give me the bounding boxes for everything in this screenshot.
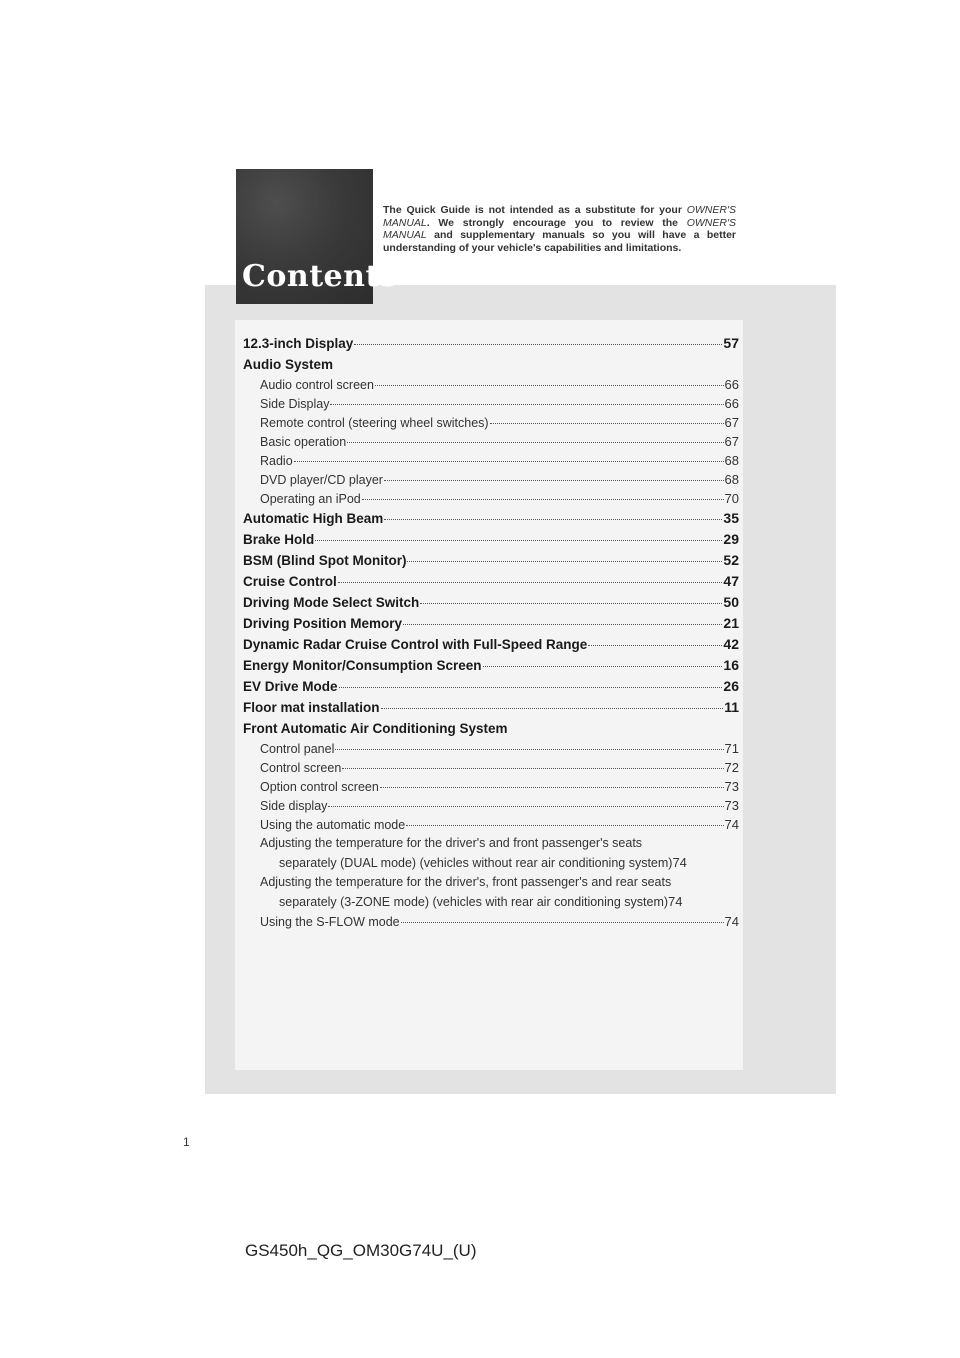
toc-entry-label: Radio [260, 454, 293, 468]
toc-entry-control-panel[interactable] [243, 739, 739, 758]
toc-entry-label: Dynamic Radar Cruise Control with Full-Speed Range [243, 637, 588, 652]
toc-heading-audio-system [243, 354, 739, 375]
table-of-contents [243, 333, 739, 931]
dot-leader [342, 768, 723, 769]
toc-entry-option-control-screen[interactable] [243, 777, 739, 796]
toc-entry-operating-ipod[interactable] [243, 489, 739, 508]
toc-entry-automatic-mode[interactable] [243, 815, 739, 834]
contents-title-tile [236, 169, 398, 304]
dot-leader [490, 423, 724, 424]
toc-entry-label: Adjusting the temperature for the driver's and front passenger's seats [260, 836, 643, 850]
dot-leader [588, 645, 722, 646]
document-code: GS450h_QG_OM30G74U_(U) [245, 1241, 477, 1260]
toc-entry-bsm[interactable] [243, 550, 739, 571]
toc-entry-page: 74 [672, 855, 687, 870]
toc-entry-label: Remote control (steering wheel switches) [260, 416, 489, 430]
toc-entry-dynamic-radar-cruise[interactable] [243, 634, 739, 655]
toc-entry-label: Control panel [260, 742, 335, 756]
toc-entry-label: EV Drive Mode [243, 679, 338, 694]
toc-entry-label: Floor mat installation [243, 700, 380, 715]
toc-entry-page: 73 [724, 779, 739, 794]
toc-entry-page: 16 [723, 657, 739, 673]
dot-leader [354, 344, 722, 345]
dot-leader [407, 561, 722, 562]
toc-entry-page: 67 [724, 434, 739, 449]
toc-entry-remote-control[interactable] [243, 413, 739, 432]
toc-entry-page: 21 [723, 615, 739, 631]
dot-leader [375, 385, 724, 386]
toc-entry-page: 42 [723, 636, 739, 652]
toc-entry-label: Audio control screen [260, 378, 374, 392]
toc-entry-control-screen[interactable] [243, 758, 739, 777]
toc-entry-page: 67 [724, 415, 739, 430]
toc-entry-energy-monitor[interactable] [243, 655, 739, 676]
dot-leader [401, 922, 724, 923]
toc-entry-s-flow-mode[interactable] [243, 912, 739, 931]
page-number: 1 [183, 1135, 190, 1149]
toc-heading-front-ac [243, 718, 739, 739]
toc-entry-automatic-high-beam[interactable] [243, 508, 739, 529]
toc-entry-dvd-cd-player[interactable] [243, 470, 739, 489]
toc-entry-label: Operating an iPod [260, 492, 361, 506]
toc-entry-label: DVD player/CD player [260, 473, 383, 487]
toc-entry-side-display[interactable] [243, 394, 739, 413]
toc-entry-page: 47 [723, 573, 739, 589]
toc-entry-page: 74 [668, 894, 683, 909]
dot-leader [384, 480, 724, 481]
toc-entry-label: Option control screen [260, 780, 379, 794]
contents-title: Contents [242, 259, 398, 294]
toc-entry-label: Basic operation [260, 435, 347, 449]
toc-entry-label: 12.3-inch Display [243, 336, 354, 351]
toc-entry-label: Cruise Control [243, 574, 337, 589]
toc-heading-label: Audio System [243, 357, 334, 372]
dot-leader [339, 687, 723, 688]
toc-entry-label: Side Display [260, 397, 330, 411]
toc-entry-page: 35 [723, 510, 739, 526]
toc-entry-page: 72 [724, 760, 739, 775]
toc-entry-page: 11 [724, 699, 739, 715]
toc-entry-brake-hold[interactable] [243, 529, 739, 550]
toc-entry-page: 68 [724, 453, 739, 468]
toc-entry-3-zone-mode[interactable] [243, 873, 739, 912]
dot-leader [406, 825, 723, 826]
toc-entry-page: 66 [724, 377, 739, 392]
disclaimer-part-2: . We strongly encourage you to review the [426, 216, 687, 229]
toc-entry-page: 57 [723, 335, 739, 351]
toc-entry-label: Control screen [260, 761, 342, 775]
toc-entry-12-3-inch-display[interactable] [243, 333, 739, 354]
toc-entry-page: 73 [724, 798, 739, 813]
toc-entry-page: 52 [723, 552, 739, 568]
toc-entry-page: 26 [723, 678, 739, 694]
toc-entry-label: Using the automatic mode [260, 818, 406, 832]
toc-entry-page: 29 [723, 531, 739, 547]
dot-leader [420, 603, 722, 604]
toc-entry-page: 50 [723, 594, 739, 610]
disclaimer-text [383, 204, 736, 254]
toc-entry-basic-operation[interactable] [243, 432, 739, 451]
dot-leader [384, 519, 722, 520]
toc-entry-audio-control-screen[interactable] [243, 375, 739, 394]
owners-manual-ref-1: OWNER'S MANUAL [383, 204, 736, 229]
dot-leader [330, 404, 723, 405]
dot-leader [403, 624, 722, 625]
dot-leader [381, 708, 724, 709]
toc-entry-page: 68 [724, 472, 739, 487]
toc-entry-label: Adjusting the temperature for the driver's, front passenger's and rear seats [260, 875, 672, 889]
dot-leader [338, 582, 723, 583]
toc-entry-dual-mode[interactable] [243, 834, 739, 873]
toc-entry-page: 66 [724, 396, 739, 411]
toc-entry-radio[interactable] [243, 451, 739, 470]
toc-entry-driving-mode-select[interactable] [243, 592, 739, 613]
toc-entry-page: 70 [724, 491, 739, 506]
toc-entry-label: Driving Mode Select Switch [243, 595, 420, 610]
toc-entry-cruise-control[interactable] [243, 571, 739, 592]
toc-entry-label: Brake Hold [243, 532, 315, 547]
dot-leader [347, 442, 723, 443]
toc-heading-label: Front Automatic Air Conditioning System [243, 721, 508, 736]
toc-entry-ev-drive-mode[interactable] [243, 676, 739, 697]
toc-entry-page: 71 [724, 741, 739, 756]
toc-entry-label-continued: separately (DUAL mode) (vehicles without rear air conditioning system) [279, 856, 673, 870]
owners-manual-ref-2: OWNER'S MANUAL [383, 216, 736, 242]
toc-entry-label: Driving Position Memory [243, 616, 403, 631]
disclaimer-part-1: The Quick Guide is not intended as a substitute for your [383, 204, 687, 216]
dot-leader [294, 461, 724, 462]
toc-entry-driving-position-memory[interactable] [243, 613, 739, 634]
toc-entry-page: 74 [724, 914, 739, 929]
toc-entry-label: Automatic High Beam [243, 511, 384, 526]
toc-entry-ac-side-display[interactable] [243, 796, 739, 815]
dot-leader [380, 787, 724, 788]
disclaimer-part-3: and supplementary manuals so you will have a better understanding of your vehicle's capabilities and limitations. [383, 229, 736, 254]
toc-entry-label: BSM (Blind Spot Monitor) [243, 553, 407, 568]
toc-entry-label: Using the S-FLOW mode [260, 915, 400, 929]
toc-entry-label: Side display [260, 799, 328, 813]
dot-leader [483, 666, 723, 667]
toc-entry-floor-mat[interactable] [243, 697, 739, 718]
dot-leader [335, 749, 723, 750]
toc-entry-label: Energy Monitor/Consumption Screen [243, 658, 482, 673]
dot-leader [362, 499, 724, 500]
toc-entry-label-continued: separately (3-ZONE mode) (vehicles with rear air conditioning system) [279, 895, 669, 909]
dot-leader [328, 806, 723, 807]
toc-entry-page: 74 [724, 817, 739, 832]
dot-leader [315, 540, 722, 541]
